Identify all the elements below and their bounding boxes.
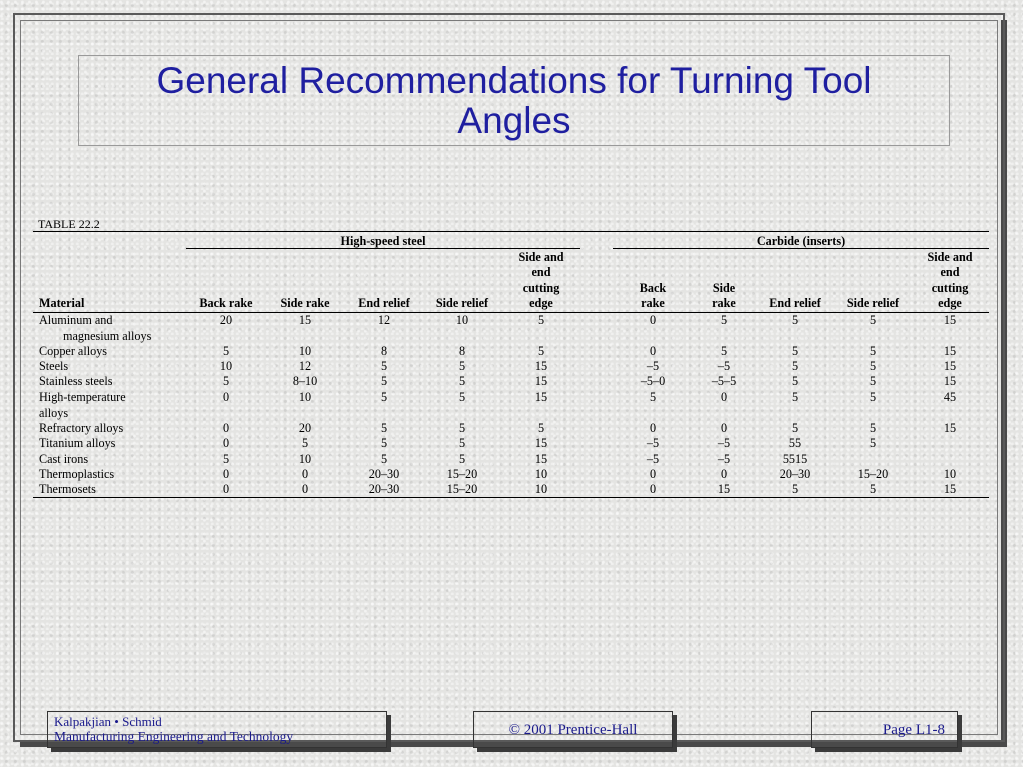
- row-6-material: Titanium alloys: [39, 436, 116, 450]
- row-8-hss-4: 10: [534, 467, 548, 481]
- row-3-carbide-1: –5–5: [711, 374, 737, 388]
- row-8-carbide-3: 15–20: [857, 467, 889, 481]
- row-9-carbide-4: 15: [943, 482, 957, 496]
- column-header-carbide-3: Side relief: [846, 296, 900, 310]
- row-1-hss-4: 5: [537, 344, 545, 358]
- row-4-carbide-4: 45: [943, 390, 957, 404]
- row-4-carbide-0: 5: [649, 390, 657, 404]
- row-1-hss-2: 8: [380, 344, 388, 358]
- footer-page-box: [811, 711, 958, 748]
- row-5-hss-1: 20: [298, 421, 312, 435]
- row-4-hss-3: 5: [458, 390, 466, 404]
- group-header-hss: High-speed steel: [340, 234, 426, 248]
- row-0-carbide-4: 15: [943, 313, 957, 327]
- row-5-hss-4: 5: [537, 421, 545, 435]
- row-7-hss-2: 5: [380, 452, 388, 466]
- column-header-carbide-2: End relief: [769, 296, 821, 310]
- row-6-carbide-1: –5: [717, 436, 731, 450]
- column-header-carbide-0-line-0: Back: [639, 280, 667, 295]
- table-caption: TABLE 22.2: [38, 217, 100, 231]
- row-2-hss-4: 15: [534, 359, 548, 373]
- row-5-material: Refractory alloys: [39, 421, 124, 435]
- row-7-carbide-0: –5: [646, 452, 660, 466]
- row-5-hss-3: 5: [458, 421, 466, 435]
- row-0-hss-0: 20: [219, 313, 233, 327]
- row-9-carbide-2: 5: [791, 482, 799, 496]
- row-3-hss-1: 8–10: [292, 374, 318, 388]
- row-6-carbide-3: 5: [869, 436, 877, 450]
- row-1-carbide-3: 5: [869, 344, 877, 358]
- row-1-carbide-2: 5: [791, 344, 799, 358]
- row-2-material: Steels: [39, 359, 69, 373]
- row-0-carbide-0: 0: [649, 313, 657, 327]
- row-4-hss-2: 5: [380, 390, 388, 404]
- row-2-hss-3: 5: [458, 359, 466, 373]
- column-header-hss-2: End relief: [358, 296, 410, 310]
- column-header-carbide-0-line-1: rake: [641, 296, 665, 310]
- group-header-carbide: Carbide (inserts): [756, 234, 846, 248]
- row-3-hss-4: 15: [534, 374, 548, 388]
- row-9-hss-3: 15–20: [446, 482, 478, 496]
- row-1-hss-3: 8: [458, 344, 466, 358]
- row-9-hss-2: 20–30: [368, 482, 400, 496]
- row-3-carbide-2: 5: [791, 374, 799, 388]
- row-7-hss-3: 5: [458, 452, 466, 466]
- row-0-material-line-0: Aluminum and: [39, 313, 113, 327]
- row-8-carbide-4: 10: [943, 467, 957, 481]
- row-9-material: Thermosets: [39, 482, 96, 496]
- row-8-hss-3: 15–20: [446, 467, 478, 481]
- column-header-carbide-4-line-3: edge: [938, 296, 962, 310]
- row-3-hss-2: 5: [380, 374, 388, 388]
- row-5-carbide-0: 0: [649, 421, 657, 435]
- row-8-hss-2: 20–30: [368, 467, 400, 481]
- slide-title: General Recommendations for Turning Tool Angles: [156, 60, 872, 141]
- row-2-carbide-4: 15: [943, 359, 957, 373]
- column-header-hss-3: Side relief: [435, 296, 489, 310]
- row-5-hss-0: 0: [222, 421, 230, 435]
- row-9-hss-4: 10: [534, 482, 548, 496]
- row-3-hss-3: 5: [458, 374, 466, 388]
- row-7-hss-1: 10: [298, 452, 312, 466]
- row-4-material-line-0: High-temperature: [39, 390, 126, 404]
- row-0-carbide-3: 5: [869, 313, 877, 327]
- row-7-carbide-1: –5: [717, 452, 731, 466]
- title-box: [78, 55, 950, 146]
- row-5-carbide-3: 5: [869, 421, 877, 435]
- row-5-carbide-4: 15: [943, 421, 957, 435]
- row-0-carbide-1: 5: [720, 313, 728, 327]
- row-9-hss-1: 0: [301, 482, 309, 496]
- row-5-carbide-1: 0: [720, 421, 728, 435]
- row-8-material: Thermoplastics: [39, 467, 115, 481]
- row-3-material: Stainless steels: [39, 374, 113, 388]
- footer-book-title: Manufacturing Engineering and Technology: [54, 729, 294, 744]
- row-4-material-line-1: alloys: [39, 405, 69, 420]
- row-0-hss-1: 15: [298, 313, 312, 327]
- row-7-carbide-2: 5515: [782, 452, 808, 466]
- column-header-hss-1: Side rake: [280, 296, 330, 310]
- row-6-hss-0: 0: [222, 436, 230, 450]
- column-header-carbide-1-line-0: Side: [712, 280, 736, 295]
- row-6-hss-1: 5: [301, 436, 309, 450]
- row-6-hss-2: 5: [380, 436, 388, 450]
- column-header-hss-4-line-3: edge: [529, 296, 553, 310]
- row-2-carbide-3: 5: [869, 359, 877, 373]
- row-8-carbide-0: 0: [649, 467, 657, 481]
- row-2-carbide-0: –5: [646, 359, 660, 373]
- footer-authors: Kalpakjian • Schmid: [54, 714, 162, 729]
- row-0-hss-2: 12: [377, 313, 391, 327]
- row-5-hss-2: 5: [380, 421, 388, 435]
- row-0-hss-3: 10: [455, 313, 469, 327]
- column-header-hss-0: Back rake: [199, 296, 253, 310]
- row-4-hss-0: 0: [222, 390, 230, 404]
- column-header-material: Material: [39, 296, 85, 310]
- row-9-carbide-0: 0: [649, 482, 657, 496]
- row-8-carbide-2: 20–30: [779, 467, 811, 481]
- row-0-carbide-2: 5: [791, 313, 799, 327]
- footer-authors-box: [47, 711, 387, 748]
- row-8-carbide-1: 0: [720, 467, 728, 481]
- column-header-carbide-1-line-1: rake: [712, 296, 736, 310]
- row-6-carbide-0: –5: [646, 436, 660, 450]
- row-1-hss-1: 10: [298, 344, 312, 358]
- row-6-hss-3: 5: [458, 436, 466, 450]
- row-1-carbide-1: 5: [720, 344, 728, 358]
- column-header-carbide-4-line-1: end: [940, 265, 960, 279]
- row-0-hss-4: 5: [537, 313, 545, 327]
- table-bottom-rule: [33, 497, 989, 498]
- row-4-carbide-1: 0: [720, 390, 728, 404]
- footer-copyright: © 2001 Prentice-Hall: [508, 722, 638, 738]
- row-7-hss-0: 5: [222, 452, 230, 466]
- row-2-hss-1: 12: [298, 359, 312, 373]
- column-header-hss-4-line-0: Side and: [518, 249, 564, 264]
- row-9-carbide-3: 5: [869, 482, 877, 496]
- row-3-carbide-0: –5–0: [640, 374, 666, 388]
- row-8-hss-1: 0: [301, 467, 309, 481]
- row-1-hss-0: 5: [222, 344, 230, 358]
- table-top-rule: [33, 231, 989, 232]
- row-1-carbide-0: 0: [649, 344, 657, 358]
- column-header-carbide-4-line-0: Side and: [927, 249, 973, 264]
- row-1-material: Copper alloys: [39, 344, 108, 358]
- row-4-carbide-3: 5: [869, 390, 877, 404]
- row-3-carbide-3: 5: [869, 374, 877, 388]
- row-4-hss-4: 15: [534, 390, 548, 404]
- row-9-carbide-1: 15: [717, 482, 731, 496]
- row-6-hss-4: 15: [534, 436, 548, 450]
- row-2-hss-2: 5: [380, 359, 388, 373]
- row-4-carbide-2: 5: [791, 390, 799, 404]
- row-0-material-line-1: magnesium alloys: [63, 328, 152, 343]
- row-7-material: Cast irons: [39, 452, 89, 466]
- column-header-hss-4-line-2: cutting: [522, 280, 560, 295]
- row-7-hss-4: 15: [534, 452, 548, 466]
- row-3-carbide-4: 15: [943, 374, 957, 388]
- row-2-carbide-1: –5: [717, 359, 731, 373]
- row-4-hss-1: 10: [298, 390, 312, 404]
- row-6-carbide-2: 55: [788, 436, 802, 450]
- row-5-carbide-2: 5: [791, 421, 799, 435]
- column-header-hss-4-line-1: end: [531, 265, 551, 279]
- row-1-carbide-4: 15: [943, 344, 957, 358]
- row-2-hss-0: 10: [219, 359, 233, 373]
- column-header-carbide-4-line-2: cutting: [931, 280, 969, 295]
- row-2-carbide-2: 5: [791, 359, 799, 373]
- row-8-hss-0: 0: [222, 467, 230, 481]
- row-3-hss-0: 5: [222, 374, 230, 388]
- footer-page-number: Page L1-8: [882, 722, 945, 738]
- row-9-hss-0: 0: [222, 482, 230, 496]
- footer-copyright-box: [473, 711, 673, 748]
